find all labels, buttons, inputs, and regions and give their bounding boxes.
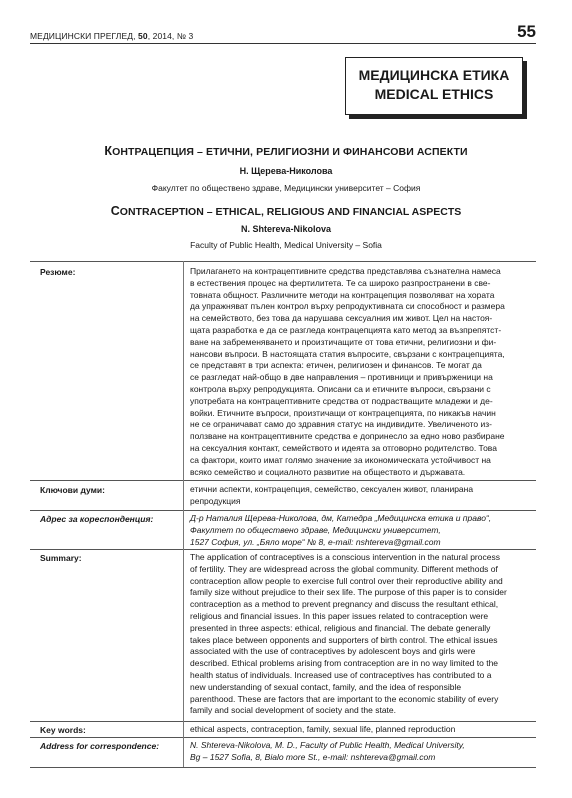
journal-citation [30,31,193,41]
text-line: да упражняват пълен контрол върху репродуктивната си способност и размера [190,301,505,312]
text-line: The application of contraceptives is a conscious intervention in the natural process [190,552,500,562]
title-bg-initial: К [104,144,113,158]
rule-after-resume [30,480,536,481]
keywords-bg-line: репродукция [190,495,241,506]
section-label-box [345,57,523,115]
text-line: всяко семейство и социалното развитие на обществото и държавата. [190,466,466,477]
text-line: religious and financial issues. In this paper issues related to contraception were [190,610,489,621]
author-en: N. Shtereva-Nikolova [240,224,332,234]
text-line: ползване на контрацептивните средства е допринесло за едно ново разбиране [190,431,505,442]
text-line: контрола върху репродукцията. Описани са и етичните въпроси, свързани с [190,383,491,394]
keywords-bg-label: Ключови думи: [40,485,105,495]
text-line: са фактори, които имат голямо значение за икономическата устойчивост на [190,454,491,465]
address-en-text [190,740,523,764]
section-label-en: MEDICAL ETHICS [374,86,494,102]
keywords-bg-line: етични аспекти, контрацепция, семейство, сексуален живот, планирана [190,484,474,494]
title-bg-rest: ОНТРАЦЕПЦИЯ – ЕТИЧНИ, РЕЛИГИОЗНИ И ФИНАНСОВИ АСПЕКТИ [112,146,468,158]
resume-label: Резюме: [40,267,76,277]
text-line: щата разработка е да се разгледа контрацепцията като метод за възпрепятст- [190,324,502,335]
text-line: в естествения процес на фертилитета. Те са широко разпространени в све- [190,277,491,288]
journal-name: МЕДИЦИНСКИ ПРЕГЛЕД, [30,31,136,41]
text-line: takes place between opponents and supporters of birth control. The ethical issues [190,634,498,645]
keywords-en-text: ethical aspects, contraception, family, sexual life, planned reproduction [190,724,456,734]
text-line: parenthood. These are factors that are important to the economic stability of every [190,693,499,704]
text-line: associated with the use of contraceptives by adolescent boys and girls were [190,646,476,657]
section-label-bg: МЕДИЦИНСКА ЕТИКА [358,67,510,83]
text-line: Bg – 1527 Sofia, 8, Bialo more St., e-mail: nshtereva@gmail.com [190,751,436,762]
text-line: нансови въпроси. В настоящата статия въпросите, свързани с контрацепцията, [190,348,505,359]
text-line: contraception allow people to exercise full control over their reproductive ability and [190,575,503,586]
table-top-rule [30,261,536,262]
text-line: 1527 София, ул. „Бяло море“ № 8, e-mail: nshtereva@gmail.com [190,536,441,547]
resume-text [190,266,523,478]
article-title-en [0,204,572,218]
address-bg-label: Адрес за кореспонденция: [40,514,154,524]
text-line: Прилагането на контрацептивните средства представлява съзнателна намеса [190,266,501,276]
author-bg: Н. Щерева-Николова [239,166,333,176]
text-line: described. Ethical problems arising from contraception are in no way limited to the [190,658,499,669]
text-line: войки. Етичните въпроси, произтичащи от контрацепцията, по никакъв начин [190,407,496,418]
address-en-label: Address for correspondence: [40,741,160,751]
text-line: на сексуалния контакт, семейството и идеята за отговорно родителство. Това [190,442,497,453]
keywords-en-label: Key words: [40,725,86,735]
text-line: не се ограничават само до здравния статус на индивидите. Увеличеното из- [190,419,492,430]
header-divider [30,43,536,44]
running-header [30,22,536,48]
address-bg-text [190,513,523,548]
affiliation-en: Faculty of Public Health, Medical University – Sofia [190,240,382,250]
text-line: family and social development of society and the state. [190,705,397,716]
page-number: 55 [517,22,536,41]
text-line: health status of individuals. Increased use of contraceptives has contributed to a [190,669,492,680]
title-en-initial: C [110,204,120,218]
keywords-bg-text [190,484,523,508]
text-line: се представят в три аспекта: етичен, религиозен и финансов. Те могат да [190,360,482,371]
text-line: товната общност. Различните методи на контрацепция позволяват на хората [190,289,495,300]
text-line: Факултет по обществено здраве, Медицински университет, [190,524,441,535]
rule-after-keywords-en [30,737,536,738]
text-line: на семейството, без това да нарушава сексуалния им живот. Цел на настоя- [190,313,493,324]
table-bottom-rule [30,767,536,768]
rule-after-keywords-bg [30,510,536,511]
text-line: new understanding of sexual contact, family, and the idea of responsible [190,681,462,692]
text-line: употребата на контрацептивните средства от подрастващите младежи и де- [190,395,493,406]
affiliation-bg: Факултет по обществено здраве, Медицински университет – София [151,183,421,193]
text-line: Д-р Наталия Щерева-Николова, дм, Катедра „Медицинска етика и право“, [190,513,492,523]
article-title-bg [0,144,572,158]
rule-after-summary [30,721,536,722]
title-en-rest: ONTRACEPTION – ETHICAL, RELIGIOUS AND FINANCIAL ASPECTS [119,206,462,218]
summary-text [190,552,523,717]
rule-after-address-bg [30,549,536,550]
text-line: се разгледат най-общо в две направления – противници и привърженици на [190,372,493,383]
journal-year-issue: , 2014, № 3 [147,31,194,41]
journal-volume: 50 [138,31,148,41]
text-line: ване на забременяването и произтичащите от това етични, религиозни и фи- [190,336,497,347]
text-line: presented in three aspects: ethical, religious and financial. The debate generally [190,622,491,633]
text-line: contraception as a method to prevent pregnancy and discuss the resultant ethical, [190,599,499,610]
text-line: N. Shtereva-Nikolova, M. D., Faculty of Public Health, Medical University, [190,740,465,750]
table-column-divider [183,261,184,767]
text-line: of fertility. They are widespread across the global community. Different methods of [190,563,498,574]
summary-label: Summary: [40,553,82,563]
text-line: family size without prejudice to their sex life. The purpose of this paper is to consider [190,587,507,598]
